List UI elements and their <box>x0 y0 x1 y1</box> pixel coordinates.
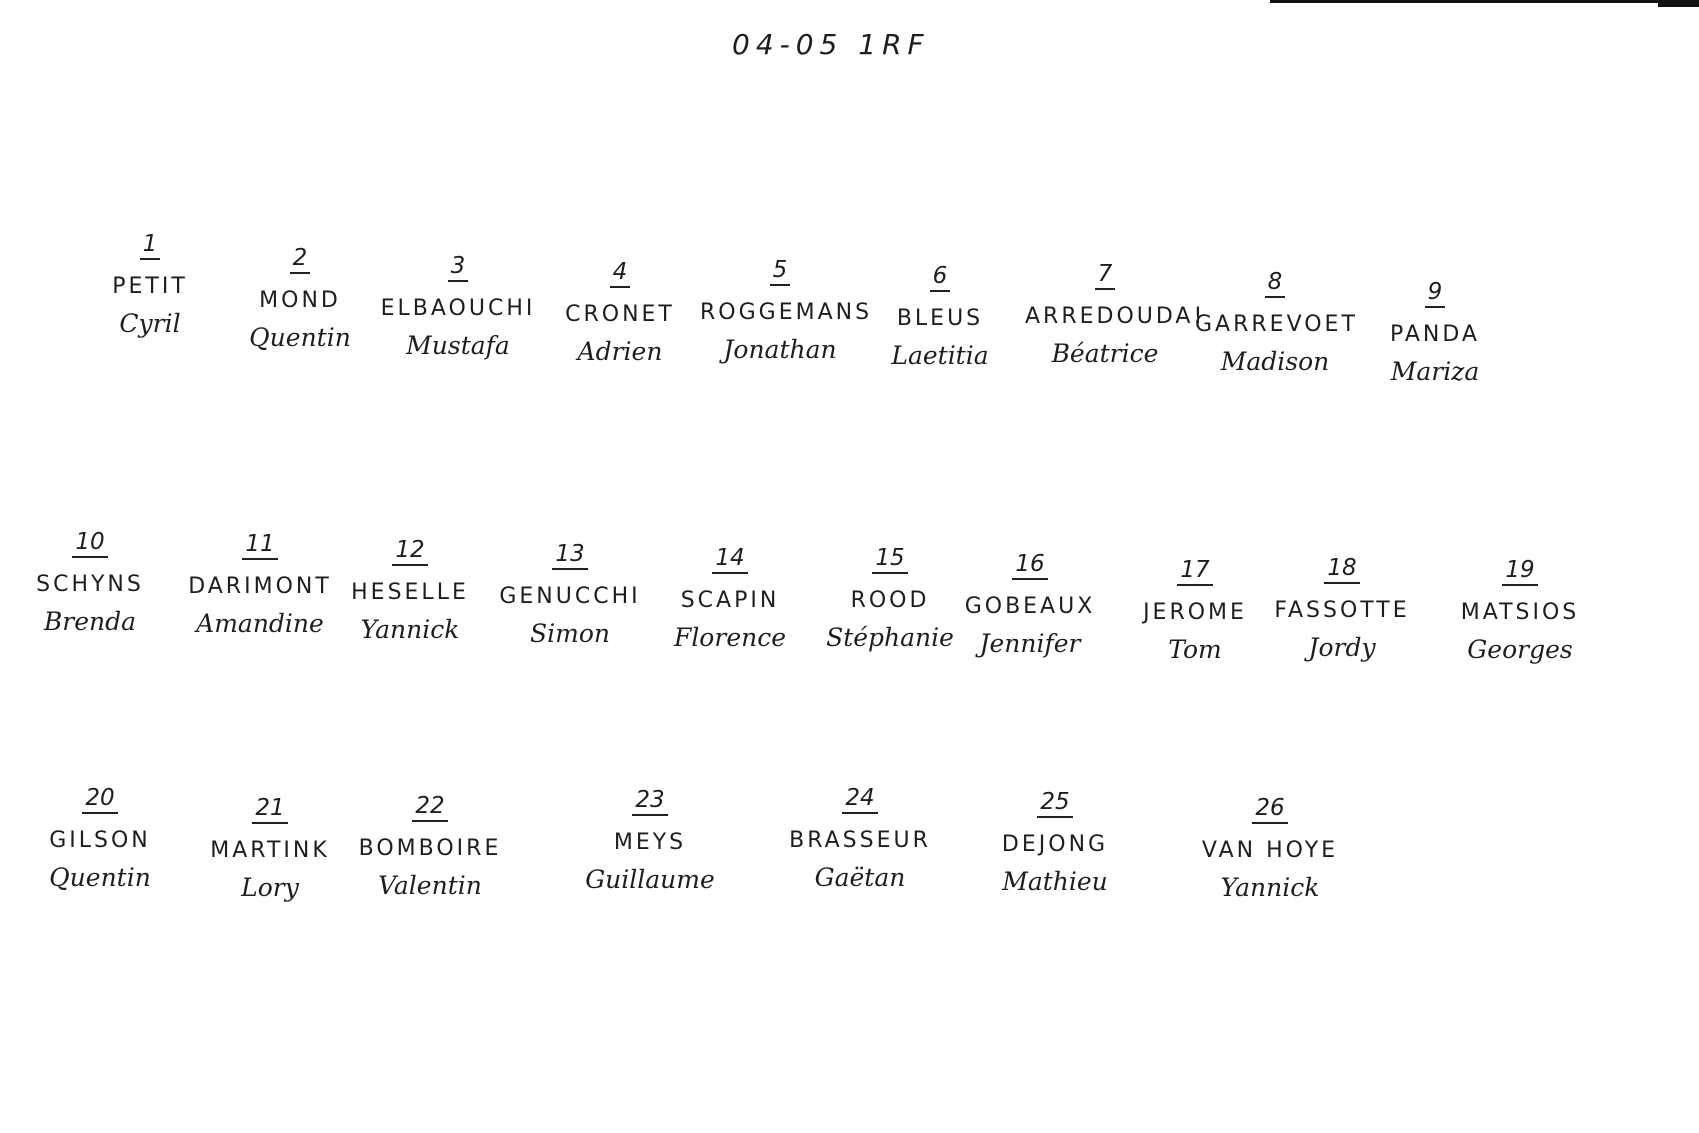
student-entry <box>1025 261 1206 369</box>
student-first-name: Mathieu <box>1002 867 1108 897</box>
student-number: 21 <box>252 796 287 824</box>
student-surname: BLEUS <box>896 306 984 332</box>
student-surname: BOMBOIRE <box>358 836 502 862</box>
student-surname: PETIT <box>112 274 188 300</box>
student-first-name: Mariza <box>1390 357 1480 387</box>
student-entry <box>1262 556 1422 662</box>
student-number: 17 <box>1177 558 1212 586</box>
student-surname: DEJONG <box>1001 832 1109 858</box>
student-first-name: Florence <box>673 623 787 653</box>
student-entry <box>220 246 380 352</box>
student-number: 14 <box>712 546 747 574</box>
student-surname: SCAPIN <box>680 588 780 614</box>
student-first-name: Quentin <box>49 863 151 893</box>
scan-edge-top <box>1270 0 1699 3</box>
student-number: 19 <box>1502 558 1537 586</box>
student-first-name: Yannick <box>1220 873 1320 903</box>
student-number: 20 <box>82 786 117 814</box>
student-entry <box>650 546 810 652</box>
student-number: 24 <box>842 786 877 814</box>
student-first-name: Mustafa <box>406 331 510 361</box>
student-first-name: Jennifer <box>979 629 1081 659</box>
student-entry <box>20 786 180 892</box>
student-surname: FASSOTTE <box>1274 598 1410 624</box>
scan-edge-top-right <box>1658 0 1699 7</box>
student-first-name: Adrien <box>577 337 663 367</box>
student-entry <box>780 786 940 892</box>
student-surname: MOND <box>259 288 341 314</box>
student-number: 13 <box>552 542 587 570</box>
student-surname: MARTINK <box>210 838 330 864</box>
student-number: 25 <box>1037 790 1072 818</box>
student-entry <box>490 542 650 648</box>
student-entry <box>1440 558 1600 664</box>
student-entry <box>700 257 873 365</box>
student-first-name: Valentin <box>378 871 482 901</box>
student-number: 26 <box>1252 796 1287 824</box>
student-number: 23 <box>632 788 667 816</box>
page-title: 04-05 1RF <box>732 28 930 61</box>
student-surname: GILSON <box>49 828 151 854</box>
student-surname: GARREVOET <box>1195 312 1358 338</box>
student-surname: PANDA <box>1390 322 1480 348</box>
student-first-name: Jonathan <box>723 335 837 365</box>
student-first-name: Quentin <box>249 323 351 353</box>
student-number: 18 <box>1324 556 1359 584</box>
student-surname: DARIMONT <box>188 574 332 600</box>
student-number: 10 <box>72 530 107 558</box>
student-first-name: Georges <box>1467 635 1573 665</box>
student-entry <box>570 788 730 894</box>
student-surname: JEROME <box>1143 600 1247 626</box>
student-surname: ROGGEMANS <box>700 300 873 326</box>
student-first-name: Gaëtan <box>814 863 906 893</box>
student-entry <box>860 264 1020 370</box>
student-number: 3 <box>448 254 469 282</box>
student-surname: ROOD <box>850 588 930 614</box>
student-first-name: Yannick <box>360 615 460 645</box>
student-first-name: Lory <box>241 873 299 903</box>
student-number: 15 <box>872 546 907 574</box>
student-surname: VAN HOYE <box>1201 838 1339 864</box>
student-first-name: Amandine <box>196 609 324 639</box>
student-surname: HESELLE <box>351 580 469 606</box>
student-number: 9 <box>1425 280 1446 308</box>
student-entry <box>10 530 170 636</box>
student-surname: ARREDOUDA! <box>1025 304 1206 330</box>
student-entry <box>330 538 490 644</box>
student-first-name: Jordy <box>1308 633 1376 663</box>
student-first-name: Laetitia <box>891 341 989 371</box>
student-number: 11 <box>242 532 277 560</box>
student-number: 4 <box>610 260 631 288</box>
student-first-name: Guillaume <box>585 865 715 895</box>
student-number: 2 <box>290 246 311 274</box>
student-number: 8 <box>1265 270 1286 298</box>
student-entry <box>540 260 700 366</box>
student-first-name: Simon <box>530 619 610 649</box>
student-first-name: Béatrice <box>1051 339 1159 369</box>
student-number: 6 <box>930 264 951 292</box>
student-entry <box>378 254 538 360</box>
student-number: 12 <box>392 538 427 566</box>
student-surname: SCHYNS <box>36 572 144 598</box>
student-first-name: Cyril <box>119 309 181 339</box>
student-first-name: Madison <box>1220 347 1330 377</box>
student-surname: CRONET <box>565 302 675 328</box>
student-entry <box>810 546 970 652</box>
student-entry <box>350 794 510 900</box>
student-number: 5 <box>770 258 791 286</box>
student-surname: BRASSEUR <box>789 828 931 854</box>
student-first-name: Stéphanie <box>826 623 954 653</box>
student-number: 7 <box>1095 262 1116 290</box>
student-entry <box>1115 558 1275 664</box>
student-surname: MATSIOS <box>1460 600 1580 626</box>
student-entry <box>975 790 1135 896</box>
student-entry <box>1190 796 1350 902</box>
student-surname: MEYS <box>613 830 687 856</box>
student-surname: GENUCCHI <box>499 584 641 610</box>
student-surname: ELBAOUCHI <box>380 296 536 322</box>
student-entry <box>1195 269 1358 377</box>
student-entry <box>1355 280 1515 386</box>
student-number: 22 <box>412 794 447 822</box>
student-number: 16 <box>1012 552 1047 580</box>
student-number: 1 <box>140 232 161 260</box>
student-entry <box>70 232 230 338</box>
student-entry <box>950 552 1110 658</box>
student-entry <box>190 796 350 902</box>
student-first-name: Tom <box>1168 635 1222 665</box>
student-surname: GOBEAUX <box>964 594 1096 620</box>
student-first-name: Brenda <box>43 607 137 637</box>
student-entry <box>180 532 340 638</box>
